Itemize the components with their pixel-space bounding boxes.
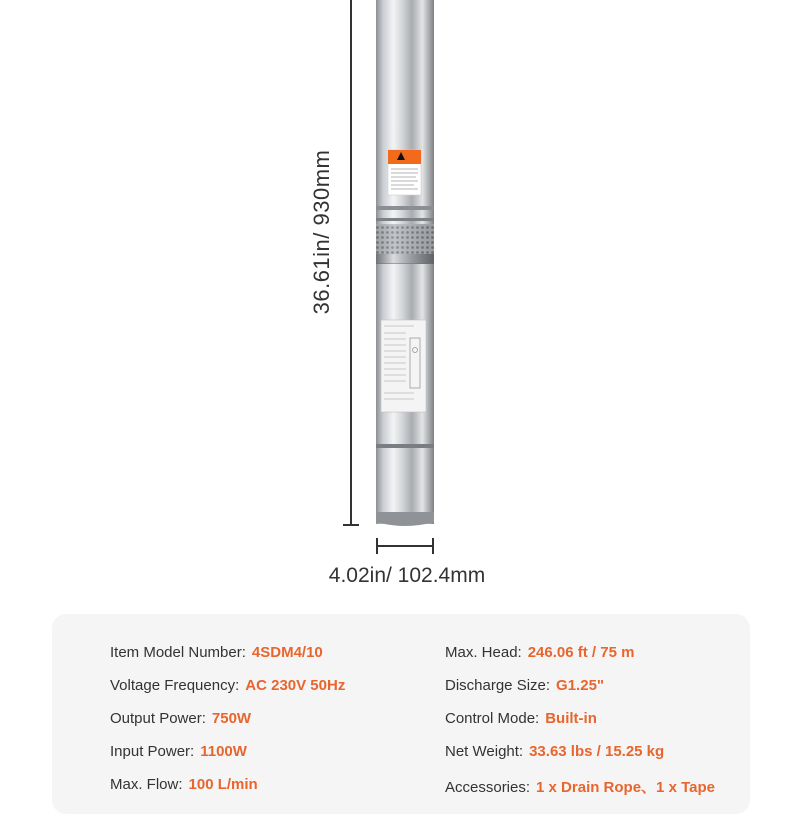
spec-control-mode (445, 710, 597, 727)
spec-output-power (110, 710, 251, 727)
warning-label (388, 150, 421, 195)
spec-value: 246.06 ft / 75 m (527, 644, 635, 661)
spec-value: G1.25" (556, 677, 605, 694)
spec-net-weight (445, 743, 664, 760)
spec-value: 750W (211, 710, 252, 727)
height-dimension-line (343, 0, 359, 525)
height-dimension-label: 36.61in/ 930mm (309, 149, 334, 315)
spec-label: Item Model Number: (110, 644, 246, 661)
spec-label: Accessories: (445, 779, 531, 796)
spec-label: Net Weight: (445, 743, 524, 760)
spec-value: 1 x Drain Rope、1 x Tape (536, 779, 715, 796)
spec-label: Max. Flow: (110, 776, 183, 793)
spec-value: AC 230V 50Hz (245, 677, 346, 694)
spec-value: Built-in (545, 710, 597, 727)
spec-label: Input Power: (110, 743, 195, 760)
spec-value: 33.63 lbs / 15.25 kg (529, 743, 665, 760)
width-dimension-line (377, 538, 433, 554)
spec-panel (52, 614, 750, 814)
spec-input-power (110, 743, 247, 760)
spec-accessories (445, 776, 715, 797)
spec-item-model-number (110, 644, 323, 661)
spec-label: Output Power: (110, 710, 206, 727)
spec-label: Discharge Size: (445, 677, 551, 694)
spec-max-flow (110, 776, 258, 793)
motor-spec-sticker (381, 320, 426, 412)
spec-value: 4SDM4/10 (251, 644, 323, 661)
spec-discharge-size (445, 677, 604, 694)
spec-value: 100 L/min (188, 776, 258, 793)
spec-label: Max. Head: (445, 644, 522, 661)
spec-max-head (445, 644, 634, 661)
spec-voltage-frequency (110, 677, 345, 694)
spec-label: Control Mode: (445, 710, 540, 727)
spec-label: Voltage Frequency: (110, 677, 240, 694)
spec-value: 1100W (200, 743, 247, 760)
width-dimension-label: 4.02in/ 102.4mm (328, 564, 486, 587)
